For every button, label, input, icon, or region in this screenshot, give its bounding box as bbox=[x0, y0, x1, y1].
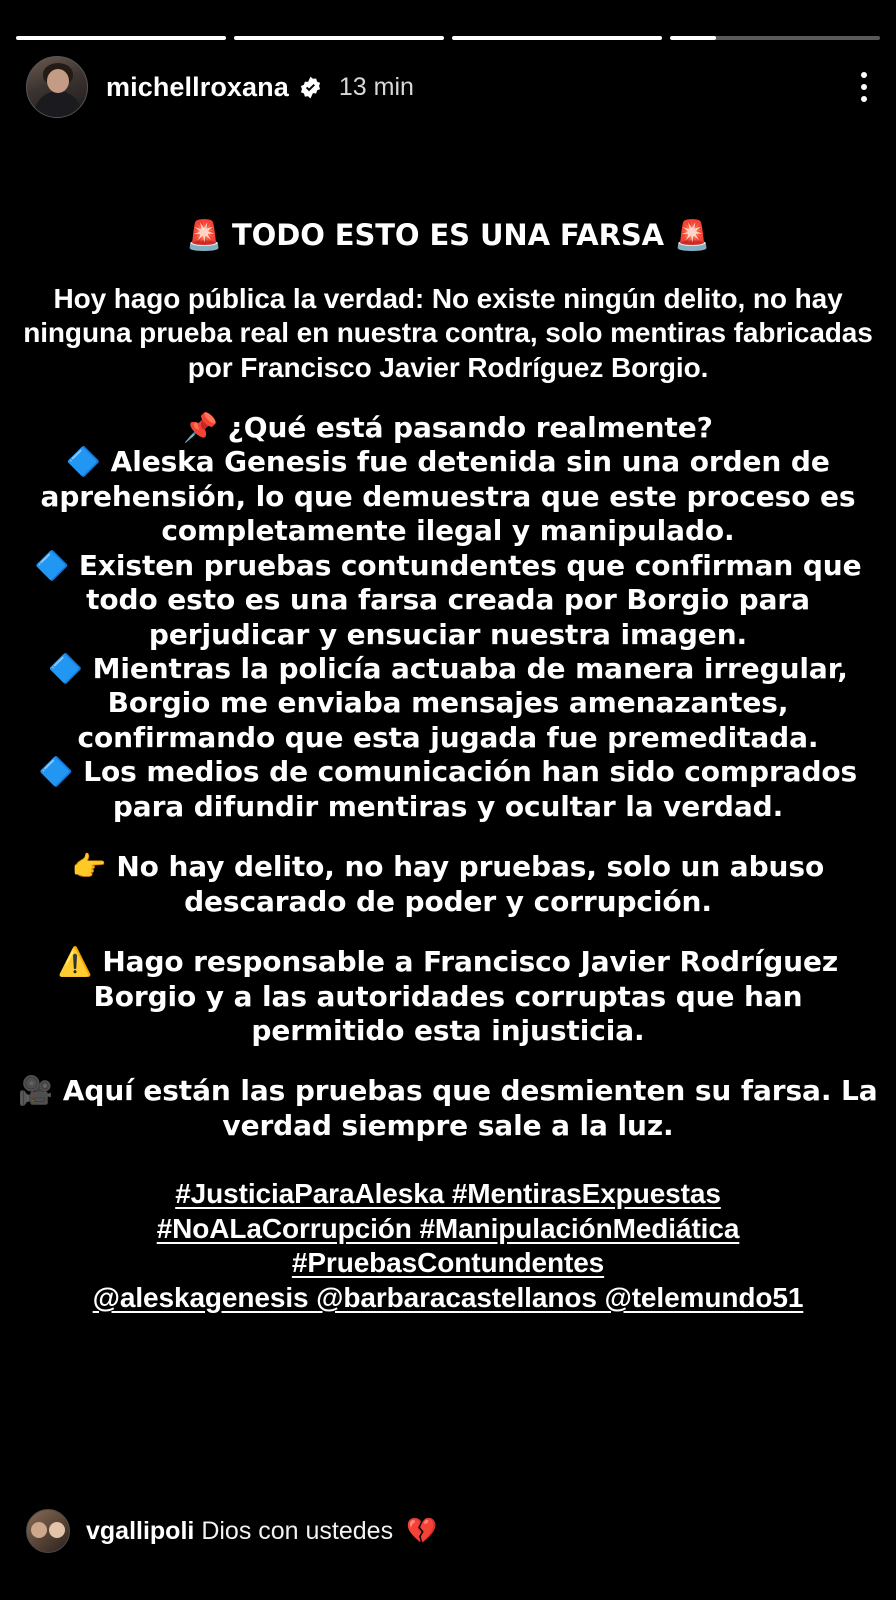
story-bullet-group bbox=[18, 411, 878, 824]
story-paragraph bbox=[18, 1074, 878, 1143]
story-paragraph bbox=[18, 850, 878, 919]
avatar-body-shape bbox=[34, 91, 82, 117]
story-paragraph-text: 📌 ¿Qué está pasando realmente? bbox=[183, 410, 713, 444]
story-text-content bbox=[0, 120, 896, 1480]
story-timestamp: 13 min bbox=[338, 72, 414, 101]
verified-badge-icon bbox=[298, 75, 323, 100]
reply-message: Dios con ustedes bbox=[201, 1517, 394, 1545]
story-paragraph-text: 🔷 Existen pruebas contundentes que confirman que todo esto es una farsa creada por Borgio para perjudicar y ensuciar nuestra imagen. bbox=[34, 548, 862, 651]
broken-heart-icon: 💔 bbox=[406, 1516, 438, 1545]
avatar-face-shape bbox=[47, 69, 69, 93]
story-paragraph-text: 🔷 Aleska Genesis fue detenida sin una orden de aprehensión, lo que demuestra que este proceso es completamente ilegal y manipulado. bbox=[40, 445, 856, 548]
more-options-icon[interactable] bbox=[860, 72, 868, 102]
story-paragraph bbox=[18, 945, 878, 1048]
story-progress-bar bbox=[0, 0, 896, 42]
story-paragraph-text: ⚠️ Hago responsable a Francisco Javier Rodríguez Borgio y a las autoridades corruptas que han permitido esta injusticia. bbox=[57, 945, 839, 1047]
story-title: 🚨 TODO ESTO ES UNA FARSA 🚨 bbox=[185, 218, 711, 252]
hashtag-line[interactable]: #PruebasContundentes bbox=[291, 1247, 605, 1279]
story-progress-segment-2[interactable] bbox=[234, 36, 444, 40]
story-paragraph-text: 🔷 Los medios de comunicación han sido comprados para difundir mentiras y ocultar la verdad. bbox=[38, 755, 858, 823]
mention-line[interactable]: @aleskagenesis @barbaracastellanos @telemundo51 bbox=[92, 1281, 804, 1313]
profile-avatar[interactable] bbox=[26, 56, 88, 118]
story-progress-segment-4[interactable] bbox=[670, 36, 880, 40]
story-progress-segment-1[interactable] bbox=[16, 36, 226, 40]
story-header bbox=[0, 42, 896, 120]
story-paragraph-text: Hoy hago pública la verdad: No existe ningún delito, no hay ninguna prueba real en nuestra contra, solo mentiras fabricadas por Francisco Javier Rodríguez Borgio. bbox=[23, 282, 873, 383]
reply-username[interactable]: vgallipoli bbox=[86, 1517, 195, 1545]
story-hashtags bbox=[18, 1177, 878, 1315]
hashtag-line[interactable]: #NoALaCorrupción #ManipulaciónMediática bbox=[156, 1212, 740, 1244]
story-progress-segment-3[interactable] bbox=[452, 36, 662, 40]
story-paragraph bbox=[18, 282, 878, 385]
reply-text bbox=[86, 1516, 437, 1546]
story-username[interactable]: michellroxana bbox=[106, 71, 289, 102]
reply-avatar[interactable] bbox=[26, 1509, 70, 1553]
hashtag-line[interactable]: #JusticiaParaAleska #MentirasExpuestas bbox=[175, 1178, 721, 1210]
story-paragraph-text: 🔷 Mientras la policía actuaba de manera irregular, Borgio me enviaba mensajes amenazantes, confirmando que esta jugada fue premeditada. bbox=[48, 652, 848, 754]
story-paragraph-text: 🎥 Aquí están las pruebas que desmienten su farsa. La verdad siempre sale a la luz. bbox=[18, 1074, 878, 1142]
story-reply-preview[interactable] bbox=[0, 1480, 896, 1600]
story-paragraph-text: 👉 No hay delito, no hay pruebas, solo un abuso descarado de poder y corrupción. bbox=[71, 850, 825, 918]
